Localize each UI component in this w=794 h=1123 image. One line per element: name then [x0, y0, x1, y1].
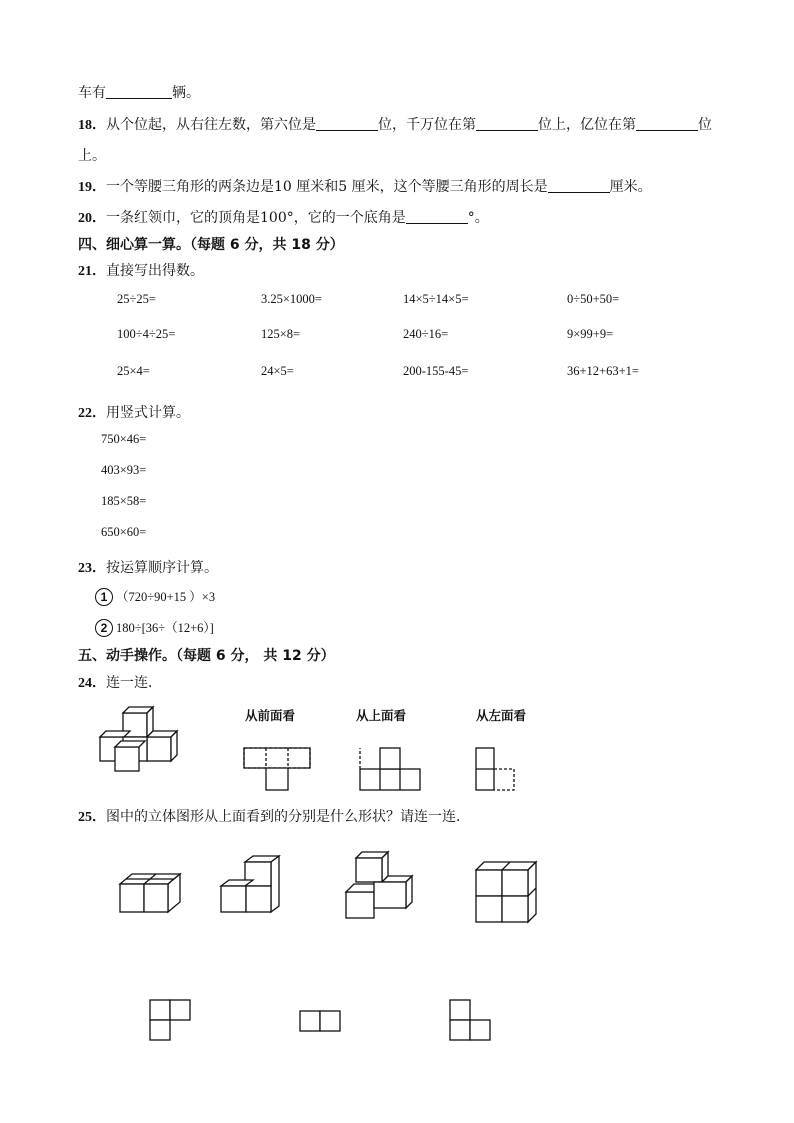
top-view-option-1 — [150, 1000, 194, 1044]
calc-item: 0÷50+50= — [567, 292, 620, 306]
solid-figure-3 — [346, 850, 418, 920]
question-18-continued: 上。 — [78, 148, 106, 164]
calc-item: 36+12+63+1= — [567, 364, 639, 378]
calc-item: 24×5= — [261, 364, 294, 378]
calc-item: 240÷16= — [403, 327, 449, 341]
answer-blank[interactable] — [548, 178, 610, 193]
cube-figure — [100, 705, 200, 775]
calc-item: 2 180÷[36÷（12+6）] — [95, 618, 214, 637]
question-23: 23．按运算顺序计算。 — [78, 560, 218, 576]
view-label-front: 从前面看 — [245, 708, 296, 723]
circled-number: 2 — [95, 619, 113, 637]
calc-item: 25÷25= — [117, 292, 156, 306]
solid-figure-1 — [120, 868, 186, 916]
answer-blank[interactable] — [106, 84, 172, 99]
answer-blank[interactable] — [406, 209, 468, 224]
front-view-figure — [244, 748, 314, 792]
section-heading: 五、动手操作。（每题 6 分， 共 12 分） — [78, 648, 335, 664]
view-label-left: 从左面看 — [476, 708, 527, 723]
question-18: 18．从个位起，从右往左数，第六位是 位，千万位在第 位上，亿位在第 位 — [78, 117, 712, 133]
question-17-tail: 车有 辆。 — [78, 85, 200, 101]
section-heading: 四、细心算一算。（每题 6 分，共 18 分） — [78, 237, 344, 253]
top-view-option-3 — [450, 1000, 494, 1044]
solid-figure-4 — [476, 862, 538, 924]
question-19: 19．一个等腰三角形的两条边是10 厘米和5 厘米，这个等腰三角形的周长是 厘米。 — [78, 179, 652, 195]
left-view-figure — [476, 748, 520, 792]
calc-item: 200-155-45= — [403, 364, 469, 378]
calc-item: 750×46= — [101, 432, 147, 446]
solid-figure-2 — [221, 856, 287, 918]
calc-item: 14×5÷14×5= — [403, 292, 469, 306]
calc-item: 25×4= — [117, 364, 150, 378]
question-25: 25．图中的立体图形从上面看到的分别是什么形状？请连一连． — [78, 809, 470, 825]
calc-item: 650×60= — [101, 525, 147, 539]
calc-item: 1 （720÷90+15 ）×3 — [95, 587, 215, 606]
calc-item: 403×93= — [101, 463, 147, 477]
circled-number: 1 — [95, 588, 113, 606]
question-24: 24．连一连． — [78, 675, 162, 691]
question-20: 20．一条红领巾，它的顶角是100°，它的一个底角是 °。 — [78, 210, 489, 226]
question-22: 22．用竖式计算。 — [78, 405, 190, 421]
calc-item: 125×8= — [261, 327, 301, 341]
calc-item: 9×99+9= — [567, 327, 614, 341]
view-label-top: 从上面看 — [356, 708, 407, 723]
top-view-figure — [360, 748, 426, 792]
question-21: 21．直接写出得数。 — [78, 263, 204, 279]
answer-blank[interactable] — [316, 116, 378, 131]
answer-blank[interactable] — [476, 116, 538, 131]
calc-item: 3.25×1000= — [261, 292, 322, 306]
top-view-option-2 — [300, 1011, 344, 1035]
calc-item: 100÷4÷25= — [117, 327, 176, 341]
calc-item: 185×58= — [101, 494, 147, 508]
answer-blank[interactable] — [636, 116, 698, 131]
